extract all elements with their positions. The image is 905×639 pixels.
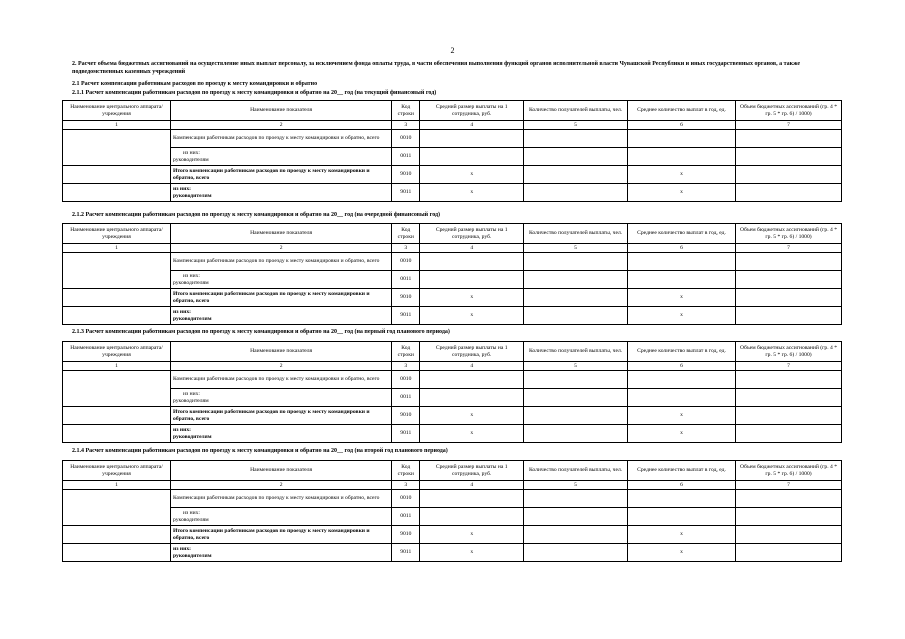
value-cell[interactable] xyxy=(524,371,628,389)
org-name-cell[interactable] xyxy=(63,490,171,526)
value-cell[interactable] xyxy=(524,130,628,148)
sub-prefix: из них: xyxy=(183,510,200,517)
col-number: 3 xyxy=(392,244,420,253)
total-label xyxy=(171,425,392,443)
header-row xyxy=(63,101,842,121)
row-code: 9010 xyxy=(392,166,420,184)
total-label xyxy=(171,307,392,325)
sub-label: руководителям xyxy=(173,397,209,404)
total-label: Итого компенсации работникам расходов по проезду к месту командировки и обратно, всего xyxy=(171,526,392,544)
sub-label: руководителям xyxy=(173,315,212,322)
indicator-label xyxy=(171,271,392,289)
compensation-table xyxy=(62,100,842,202)
section-title: 2.1.1 Расчет компенсации работникам расходов по проезду к месту командировки и обратно на 20__ год (на текущий финансовый год) xyxy=(72,90,437,96)
empty-cell xyxy=(63,526,171,544)
total-row xyxy=(63,526,842,544)
x-mark: x xyxy=(628,289,736,307)
value-cell[interactable] xyxy=(736,490,842,508)
header-indicator: Наименование показателя xyxy=(171,101,392,121)
row-code: 9011 xyxy=(392,307,420,325)
value-cell[interactable] xyxy=(628,148,736,166)
header-indicator: Наименование показателя xyxy=(171,342,392,362)
row-code: 0010 xyxy=(392,371,420,389)
table-row xyxy=(63,148,842,166)
header-org: Наименование центрального аппарата/учреждения xyxy=(63,224,171,244)
col-number: 2 xyxy=(171,121,392,130)
sub-prefix: из них: xyxy=(173,427,191,434)
col-number: 6 xyxy=(628,121,736,130)
value-cell[interactable] xyxy=(628,508,736,526)
header-org: Наименование центрального аппарата/учреждения xyxy=(63,461,171,481)
header-org: Наименование центрального аппарата/учреждения xyxy=(63,101,171,121)
compensation-table xyxy=(62,460,842,562)
value-cell[interactable] xyxy=(736,307,842,325)
header-recipients: Количество получателей выплаты, чел. xyxy=(524,342,628,362)
sub-label: руководителям xyxy=(173,433,212,440)
table-row xyxy=(63,130,842,148)
x-mark: x xyxy=(628,425,736,443)
value-cell[interactable] xyxy=(628,490,736,508)
sub-prefix: из них: xyxy=(183,150,200,157)
value-cell[interactable] xyxy=(524,307,628,325)
sub-prefix: из них: xyxy=(183,391,200,398)
value-cell[interactable] xyxy=(736,253,842,271)
value-cell[interactable] xyxy=(736,526,842,544)
row-code: 9010 xyxy=(392,289,420,307)
row-code: 9010 xyxy=(392,407,420,425)
row-code: 9010 xyxy=(392,526,420,544)
empty-cell xyxy=(63,544,171,562)
col-number: 2 xyxy=(171,481,392,490)
page-number: 2 xyxy=(450,46,455,55)
table-row xyxy=(63,508,842,526)
value-cell[interactable] xyxy=(420,490,524,508)
x-mark: x xyxy=(628,526,736,544)
x-mark: x xyxy=(628,307,736,325)
col-number: 7 xyxy=(736,481,842,490)
header-budget-volume: Объем бюджетных ассигнований (гр. 4 * гр. 5 * гр. 6) / 1000) xyxy=(736,224,842,244)
column-number-row xyxy=(63,244,842,253)
sub-prefix: из них: xyxy=(173,546,191,553)
section-heading: 2.1 Расчет компенсации работникам расходов по проезду к месту командировки и обратно xyxy=(72,81,318,87)
value-cell[interactable] xyxy=(736,184,842,202)
value-cell[interactable] xyxy=(420,271,524,289)
value-cell[interactable] xyxy=(628,253,736,271)
total-row xyxy=(63,407,842,425)
header-avg-payment: Средний размер выплаты на 1 сотрудника, руб. xyxy=(420,101,524,121)
row-code: 9011 xyxy=(392,184,420,202)
value-cell[interactable] xyxy=(420,508,524,526)
sub-label: руководителям xyxy=(173,552,212,559)
row-code: 0010 xyxy=(392,490,420,508)
row-code: 0011 xyxy=(392,148,420,166)
sub-prefix: из них: xyxy=(173,186,191,193)
total-row xyxy=(63,307,842,325)
header-recipients: Количество получателей выплаты, чел. xyxy=(524,101,628,121)
x-mark: x xyxy=(420,407,524,425)
org-name-cell[interactable] xyxy=(63,130,171,166)
total-label: Итого компенсации работникам расходов по проезду к месту командировки и обратно, всего xyxy=(171,289,392,307)
compensation-table xyxy=(62,223,842,325)
value-cell[interactable] xyxy=(736,389,842,407)
indicator-label: Компенсации работникам расходов по проезду к месту командировки и обратно, всего xyxy=(171,130,392,148)
value-cell[interactable] xyxy=(736,425,842,443)
row-code: 0010 xyxy=(392,130,420,148)
value-cell[interactable] xyxy=(736,148,842,166)
col-number: 3 xyxy=(392,121,420,130)
total-label: Итого компенсации работникам расходов по проезду к месту командировки и обратно, всего xyxy=(171,407,392,425)
org-name-cell[interactable] xyxy=(63,253,171,289)
table-row xyxy=(63,371,842,389)
table-row xyxy=(63,253,842,271)
value-cell[interactable] xyxy=(524,184,628,202)
header-indicator: Наименование показателя xyxy=(171,461,392,481)
value-cell[interactable] xyxy=(420,253,524,271)
value-cell[interactable] xyxy=(524,389,628,407)
col-number: 1 xyxy=(63,121,171,130)
total-row xyxy=(63,166,842,184)
total-row xyxy=(63,425,842,443)
value-cell[interactable] xyxy=(524,148,628,166)
header-org: Наименование центрального аппарата/учреждения xyxy=(63,342,171,362)
value-cell[interactable] xyxy=(420,130,524,148)
column-number-row xyxy=(63,121,842,130)
value-cell[interactable] xyxy=(420,371,524,389)
value-cell[interactable] xyxy=(524,253,628,271)
col-number: 5 xyxy=(524,362,628,371)
value-cell[interactable] xyxy=(524,271,628,289)
value-cell[interactable] xyxy=(736,289,842,307)
col-number: 5 xyxy=(524,244,628,253)
empty-cell xyxy=(63,184,171,202)
value-cell[interactable] xyxy=(524,289,628,307)
section-title: 2.1.3 Расчет компенсации работникам расходов по проезду к месту командировки и обратно на 20__ год (на первый год планового периода) xyxy=(72,329,450,335)
value-cell[interactable] xyxy=(524,526,628,544)
x-mark: x xyxy=(420,526,524,544)
x-mark: x xyxy=(628,184,736,202)
total-row xyxy=(63,184,842,202)
header-budget-volume: Объем бюджетных ассигнований (гр. 4 * гр. 5 * гр. 6) / 1000) xyxy=(736,461,842,481)
org-name-cell[interactable] xyxy=(63,371,171,407)
value-cell[interactable] xyxy=(628,371,736,389)
col-number: 4 xyxy=(420,481,524,490)
col-number: 7 xyxy=(736,121,842,130)
row-code: 9011 xyxy=(392,425,420,443)
value-cell[interactable] xyxy=(524,490,628,508)
row-code: 0011 xyxy=(392,389,420,407)
value-cell[interactable] xyxy=(524,425,628,443)
value-cell[interactable] xyxy=(628,130,736,148)
indicator-label: Компенсации работникам расходов по проезду к месту командировки и обратно, всего xyxy=(171,371,392,389)
total-label xyxy=(171,544,392,562)
col-number: 3 xyxy=(392,362,420,371)
indicator-label: Компенсации работникам расходов по проезду к месту командировки и обратно, всего xyxy=(171,253,392,271)
col-number: 2 xyxy=(171,362,392,371)
empty-cell xyxy=(63,289,171,307)
value-cell[interactable] xyxy=(420,148,524,166)
section-title: 2.1.2 Расчет компенсации работникам расходов по проезду к месту командировки и обратно на 20__ год (на очередной финансовый год) xyxy=(72,212,441,218)
col-number: 6 xyxy=(628,481,736,490)
col-number: 6 xyxy=(628,362,736,371)
x-mark: x xyxy=(420,307,524,325)
header-budget-volume: Объем бюджетных ассигнований (гр. 4 * гр. 5 * гр. 6) / 1000) xyxy=(736,342,842,362)
row-code: 0010 xyxy=(392,253,420,271)
header-recipients: Количество получателей выплаты, чел. xyxy=(524,461,628,481)
x-mark: x xyxy=(420,289,524,307)
sub-prefix: из них: xyxy=(183,273,200,280)
section-title: 2.1.4 Расчет компенсации работникам расходов по проезду к месту командировки и обратно на 20__ год (на второй год планового периода) xyxy=(72,448,448,454)
col-number: 3 xyxy=(392,481,420,490)
header-row xyxy=(63,461,842,481)
header-payments-per-year: Среднее количество выплат в год, ед. xyxy=(628,461,736,481)
header-payments-per-year: Среднее количество выплат в год, ед. xyxy=(628,342,736,362)
table-row xyxy=(63,271,842,289)
value-cell[interactable] xyxy=(524,544,628,562)
col-number: 1 xyxy=(63,244,171,253)
header-indicator: Наименование показателя xyxy=(171,224,392,244)
compensation-table xyxy=(62,341,842,443)
table-row xyxy=(63,490,842,508)
indicator-label: Компенсации работникам расходов по проезду к месту командировки и обратно, всего xyxy=(171,490,392,508)
header-avg-payment: Средний размер выплаты на 1 сотрудника, руб. xyxy=(420,461,524,481)
value-cell[interactable] xyxy=(736,544,842,562)
value-cell[interactable] xyxy=(736,271,842,289)
value-cell[interactable] xyxy=(524,508,628,526)
header-recipients: Количество получателей выплаты, чел. xyxy=(524,224,628,244)
value-cell[interactable] xyxy=(524,407,628,425)
x-mark: x xyxy=(420,425,524,443)
col-number: 1 xyxy=(63,481,171,490)
total-label: Итого компенсации работникам расходов по проезду к месту командировки и обратно, всего xyxy=(171,166,392,184)
col-number: 7 xyxy=(736,244,842,253)
col-number: 6 xyxy=(628,244,736,253)
value-cell[interactable] xyxy=(628,271,736,289)
column-number-row xyxy=(63,362,842,371)
indicator-label xyxy=(171,148,392,166)
row-code: 0011 xyxy=(392,271,420,289)
sub-label: руководителям xyxy=(173,156,209,163)
value-cell[interactable] xyxy=(736,508,842,526)
col-number: 4 xyxy=(420,362,524,371)
header-code: Код строки xyxy=(392,461,420,481)
x-mark: x xyxy=(420,166,524,184)
x-mark: x xyxy=(628,544,736,562)
header-code: Код строки xyxy=(392,224,420,244)
col-number: 4 xyxy=(420,244,524,253)
col-number: 2 xyxy=(171,244,392,253)
col-number: 1 xyxy=(63,362,171,371)
empty-cell xyxy=(63,166,171,184)
header-payments-per-year: Среднее количество выплат в год, ед. xyxy=(628,224,736,244)
sub-label: руководителям xyxy=(173,516,209,523)
row-code: 0011 xyxy=(392,508,420,526)
header-row xyxy=(63,342,842,362)
empty-cell xyxy=(63,425,171,443)
header-code: Код строки xyxy=(392,101,420,121)
col-number: 5 xyxy=(524,481,628,490)
header-payments-per-year: Среднее количество выплат в год, ед. xyxy=(628,101,736,121)
x-mark: x xyxy=(420,544,524,562)
value-cell[interactable] xyxy=(736,130,842,148)
value-cell[interactable] xyxy=(524,166,628,184)
col-number: 7 xyxy=(736,362,842,371)
col-number: 5 xyxy=(524,121,628,130)
total-row xyxy=(63,544,842,562)
x-mark: x xyxy=(420,184,524,202)
empty-cell xyxy=(63,407,171,425)
sub-prefix: из них: xyxy=(173,309,191,316)
value-cell[interactable] xyxy=(420,389,524,407)
value-cell[interactable] xyxy=(628,389,736,407)
column-number-row xyxy=(63,481,842,490)
total-row xyxy=(63,289,842,307)
value-cell[interactable] xyxy=(736,166,842,184)
total-label xyxy=(171,184,392,202)
value-cell[interactable] xyxy=(736,407,842,425)
row-code: 9011 xyxy=(392,544,420,562)
table-row xyxy=(63,389,842,407)
document-heading: 2. Расчет объема бюджетных ассигнований на осуществление иных выплат персоналу, за исключением фонда оплаты труда, в части обеспечения выполнения функций органов исполнительной власти Чувашской Республики и иных государственных органов, а также подведомственных казенных учреждений xyxy=(72,61,801,75)
value-cell[interactable] xyxy=(736,371,842,389)
sub-label: руководителям xyxy=(173,279,209,286)
header-avg-payment: Средний размер выплаты на 1 сотрудника, руб. xyxy=(420,342,524,362)
empty-cell xyxy=(63,307,171,325)
indicator-label xyxy=(171,389,392,407)
header-avg-payment: Средний размер выплаты на 1 сотрудника, руб. xyxy=(420,224,524,244)
header-row xyxy=(63,224,842,244)
header-code: Код строки xyxy=(392,342,420,362)
indicator-label xyxy=(171,508,392,526)
x-mark: x xyxy=(628,166,736,184)
col-number: 4 xyxy=(420,121,524,130)
header-budget-volume: Объем бюджетных ассигнований (гр. 4 * гр. 5 * гр. 6) / 1000) xyxy=(736,101,842,121)
sub-label: руководителям xyxy=(173,192,212,199)
x-mark: x xyxy=(628,407,736,425)
